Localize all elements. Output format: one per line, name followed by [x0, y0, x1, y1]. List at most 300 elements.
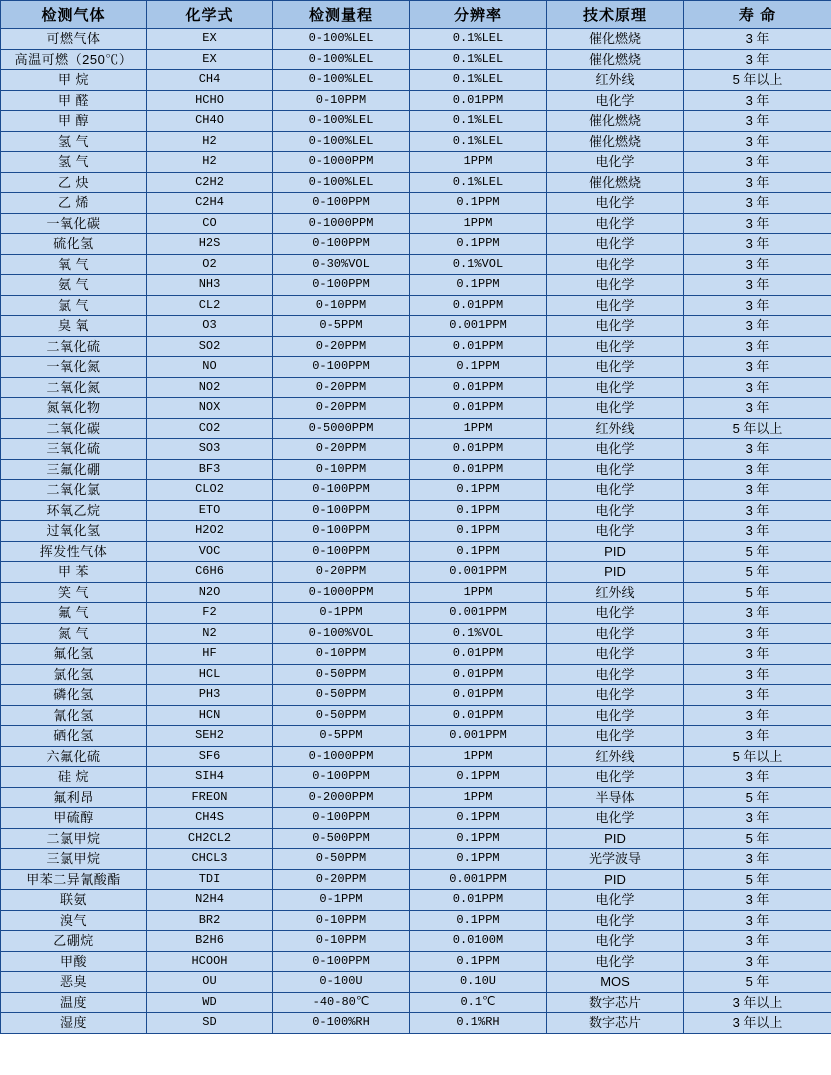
- table-cell: OU: [147, 972, 273, 993]
- table-cell: 5 年: [684, 972, 831, 993]
- table-row: [1, 459, 831, 480]
- table-cell: 电化学: [547, 623, 684, 644]
- table-cell: 0.01PPM: [410, 295, 547, 316]
- table-row: [1, 685, 831, 706]
- table-cell: 0-1PPM: [273, 890, 410, 911]
- table-cell: 0-30%VOL: [273, 254, 410, 275]
- table-row: [1, 644, 831, 665]
- table-row: [1, 377, 831, 398]
- table-cell: 1PPM: [410, 582, 547, 603]
- table-cell: 催化燃烧: [547, 172, 684, 193]
- table-cell: 3 年: [684, 213, 831, 234]
- table-cell: 0-10PPM: [273, 295, 410, 316]
- table-row: [1, 418, 831, 439]
- table-cell: 挥发性气体: [1, 541, 147, 562]
- table-cell: 0-50PPM: [273, 685, 410, 706]
- table-cell: 0-100%LEL: [273, 172, 410, 193]
- table-cell: 电化学: [547, 931, 684, 952]
- table-cell: ETO: [147, 500, 273, 521]
- table-cell: 3 年: [684, 254, 831, 275]
- table-cell: 电化学: [547, 705, 684, 726]
- table-cell: 半导体: [547, 787, 684, 808]
- table-cell: C2H2: [147, 172, 273, 193]
- table-cell: CO: [147, 213, 273, 234]
- table-cell: 5 年: [684, 787, 831, 808]
- table-cell: 0-100U: [273, 972, 410, 993]
- table-cell: 硫化氢: [1, 234, 147, 255]
- table-cell: PID: [547, 541, 684, 562]
- table-cell: H2: [147, 131, 273, 152]
- table-cell: 0.1%LEL: [410, 70, 547, 91]
- table-cell: 0-10PPM: [273, 931, 410, 952]
- table-cell: 0.1%LEL: [410, 172, 547, 193]
- table-cell: 0-100PPM: [273, 500, 410, 521]
- table-cell: 0-1000PPM: [273, 213, 410, 234]
- table-row: [1, 541, 831, 562]
- table-cell: 0-100PPM: [273, 275, 410, 296]
- table-cell: 氟化氢: [1, 644, 147, 665]
- table-cell: 0-10PPM: [273, 459, 410, 480]
- table-cell: 0-100PPM: [273, 951, 410, 972]
- table-cell: 氯化氢: [1, 664, 147, 685]
- table-cell: 电化学: [547, 152, 684, 173]
- table-cell: 环氧乙烷: [1, 500, 147, 521]
- table-cell: BR2: [147, 910, 273, 931]
- table-cell: 0-2000PPM: [273, 787, 410, 808]
- table-cell: EX: [147, 49, 273, 70]
- table-cell: 0-100%VOL: [273, 623, 410, 644]
- table-cell: 氟利昂: [1, 787, 147, 808]
- table-cell: CHCL3: [147, 849, 273, 870]
- table-cell: 0-50PPM: [273, 705, 410, 726]
- table-cell: 3 年: [684, 808, 831, 829]
- table-cell: 氮氧化物: [1, 398, 147, 419]
- table-cell: 0-100PPM: [273, 541, 410, 562]
- table-cell: 5 年: [684, 541, 831, 562]
- table-row: [1, 131, 831, 152]
- table-cell: HCOOH: [147, 951, 273, 972]
- table-cell: 0-5PPM: [273, 316, 410, 337]
- table-cell: 电化学: [547, 213, 684, 234]
- table-cell: 0.1PPM: [410, 849, 547, 870]
- table-cell: 3 年: [684, 336, 831, 357]
- table-cell: 氢 气: [1, 131, 147, 152]
- table-cell: 0.1PPM: [410, 357, 547, 378]
- table-cell: 0.0100M: [410, 931, 547, 952]
- table-cell: SO2: [147, 336, 273, 357]
- table-cell: PID: [547, 562, 684, 583]
- table-row: [1, 746, 831, 767]
- table-cell: 0-20PPM: [273, 398, 410, 419]
- table-row: [1, 582, 831, 603]
- table-cell: 电化学: [547, 644, 684, 665]
- table-row: [1, 70, 831, 91]
- table-cell: NH3: [147, 275, 273, 296]
- table-cell: 电化学: [547, 193, 684, 214]
- table-cell: 三氯甲烷: [1, 849, 147, 870]
- table-cell: 电化学: [547, 275, 684, 296]
- table-cell: 0-50PPM: [273, 849, 410, 870]
- table-cell: MOS: [547, 972, 684, 993]
- table-cell: 0-20PPM: [273, 336, 410, 357]
- table-cell: 0-1000PPM: [273, 582, 410, 603]
- table-row: [1, 172, 831, 193]
- table-cell: 5 年以上: [684, 70, 831, 91]
- table-cell: 氢 气: [1, 152, 147, 173]
- table-row: [1, 90, 831, 111]
- table-cell: 红外线: [547, 746, 684, 767]
- table-cell: -40-80℃: [273, 992, 410, 1013]
- table-row: [1, 562, 831, 583]
- table-cell: 3 年: [684, 377, 831, 398]
- table-cell: 0.01PPM: [410, 459, 547, 480]
- table-cell: 0.1PPM: [410, 951, 547, 972]
- table-cell: HCL: [147, 664, 273, 685]
- table-row: [1, 480, 831, 501]
- table-cell: 氯 气: [1, 295, 147, 316]
- table-cell: 0-100%LEL: [273, 131, 410, 152]
- table-cell: 氧 气: [1, 254, 147, 275]
- table-cell: 0-100PPM: [273, 767, 410, 788]
- table-cell: 催化燃烧: [547, 111, 684, 132]
- table-cell: 过氧化氢: [1, 521, 147, 542]
- table-cell: 三氟化硼: [1, 459, 147, 480]
- table-cell: 0-100PPM: [273, 808, 410, 829]
- table-cell: 3 年: [684, 357, 831, 378]
- table-cell: 3 年: [684, 644, 831, 665]
- table-cell: 0.1%LEL: [410, 29, 547, 50]
- table-cell: 0.1PPM: [410, 500, 547, 521]
- table-cell: PID: [547, 828, 684, 849]
- column-header-gas: 检测气体: [1, 1, 147, 29]
- table-cell: CH2CL2: [147, 828, 273, 849]
- table-cell: 电化学: [547, 295, 684, 316]
- table-cell: 0-500PPM: [273, 828, 410, 849]
- table-row: [1, 726, 831, 747]
- table-cell: 0-5000PPM: [273, 418, 410, 439]
- table-row: [1, 705, 831, 726]
- table-cell: 臭 氧: [1, 316, 147, 337]
- table-cell: 0-1000PPM: [273, 152, 410, 173]
- table-row: [1, 295, 831, 316]
- table-cell: 电化学: [547, 603, 684, 624]
- table-cell: 3 年: [684, 726, 831, 747]
- table-cell: 0-10PPM: [273, 910, 410, 931]
- table-cell: 催化燃烧: [547, 29, 684, 50]
- table-cell: 3 年: [684, 398, 831, 419]
- table-cell: 0-1PPM: [273, 603, 410, 624]
- table-cell: 磷化氢: [1, 685, 147, 706]
- table-cell: 3 年: [684, 664, 831, 685]
- table-cell: 红外线: [547, 582, 684, 603]
- table-cell: 3 年: [684, 172, 831, 193]
- table-cell: CL2: [147, 295, 273, 316]
- table-cell: 笑 气: [1, 582, 147, 603]
- table-cell: 电化学: [547, 234, 684, 255]
- table-cell: 0-100PPM: [273, 480, 410, 501]
- table-cell: N2O: [147, 582, 273, 603]
- table-cell: 一氧化氮: [1, 357, 147, 378]
- table-cell: 数字芯片: [547, 1013, 684, 1034]
- table-cell: 电化学: [547, 664, 684, 685]
- table-cell: 3 年: [684, 316, 831, 337]
- table-cell: 0-20PPM: [273, 377, 410, 398]
- table-cell: 氮 气: [1, 623, 147, 644]
- table-cell: 3 年: [684, 193, 831, 214]
- table-cell: 3 年: [684, 951, 831, 972]
- table-cell: 5 年: [684, 582, 831, 603]
- table-cell: 电化学: [547, 398, 684, 419]
- table-cell: 1PPM: [410, 746, 547, 767]
- table-cell: 3 年: [684, 603, 831, 624]
- table-cell: 3 年: [684, 29, 831, 50]
- table-cell: 0-20PPM: [273, 562, 410, 583]
- table-cell: CO2: [147, 418, 273, 439]
- table-cell: 氨 气: [1, 275, 147, 296]
- table-cell: 0.1%LEL: [410, 49, 547, 70]
- table-cell: 3 年: [684, 295, 831, 316]
- table-cell: 0.01PPM: [410, 377, 547, 398]
- table-cell: 联氨: [1, 890, 147, 911]
- table-cell: 1PPM: [410, 152, 547, 173]
- table-cell: 0-20PPM: [273, 439, 410, 460]
- table-row: [1, 29, 831, 50]
- table-cell: 温度: [1, 992, 147, 1013]
- table-cell: 电化学: [547, 459, 684, 480]
- column-header-resolution: 分辨率: [410, 1, 547, 29]
- table-cell: 电化学: [547, 336, 684, 357]
- table-cell: 电化学: [547, 808, 684, 829]
- table-row: [1, 910, 831, 931]
- table-cell: SD: [147, 1013, 273, 1034]
- table-cell: 甲 醇: [1, 111, 147, 132]
- table-cell: 二氯甲烷: [1, 828, 147, 849]
- table-cell: 二氧化氮: [1, 377, 147, 398]
- table-cell: 电化学: [547, 521, 684, 542]
- table-cell: 0-5PPM: [273, 726, 410, 747]
- table-header: [1, 1, 831, 29]
- table-cell: 二氧化硫: [1, 336, 147, 357]
- table-cell: 3 年: [684, 234, 831, 255]
- table-cell: SIH4: [147, 767, 273, 788]
- table-cell: CH4S: [147, 808, 273, 829]
- table-cell: 电化学: [547, 890, 684, 911]
- table-cell: 3 年以上: [684, 992, 831, 1013]
- table-cell: 5 年: [684, 869, 831, 890]
- table-cell: 0.01PPM: [410, 439, 547, 460]
- table-cell: 恶臭: [1, 972, 147, 993]
- table-cell: 0.1PPM: [410, 193, 547, 214]
- table-cell: H2S: [147, 234, 273, 255]
- table-cell: 0-100PPM: [273, 521, 410, 542]
- table-cell: 三氧化硫: [1, 439, 147, 460]
- table-cell: 0.1PPM: [410, 767, 547, 788]
- table-cell: CLO2: [147, 480, 273, 501]
- table-cell: 0-50PPM: [273, 664, 410, 685]
- table-cell: CH4: [147, 70, 273, 91]
- table-cell: 一氧化碳: [1, 213, 147, 234]
- table-cell: 0.1PPM: [410, 808, 547, 829]
- table-cell: 电化学: [547, 254, 684, 275]
- table-cell: 红外线: [547, 418, 684, 439]
- table-row: [1, 767, 831, 788]
- table-cell: 0.01PPM: [410, 705, 547, 726]
- table-cell: 0.1PPM: [410, 275, 547, 296]
- table-cell: EX: [147, 29, 273, 50]
- table-cell: 0.01PPM: [410, 90, 547, 111]
- table-cell: BF3: [147, 459, 273, 480]
- table-cell: 0-100%LEL: [273, 70, 410, 91]
- table-row: [1, 193, 831, 214]
- table-row: [1, 234, 831, 255]
- column-header-lifetime: 寿 命: [684, 1, 831, 29]
- table-cell: 0.01PPM: [410, 398, 547, 419]
- table-cell: 0.1PPM: [410, 828, 547, 849]
- table-cell: 乙硼烷: [1, 931, 147, 952]
- table-cell: H2O2: [147, 521, 273, 542]
- table-row: [1, 664, 831, 685]
- table-cell: 3 年: [684, 152, 831, 173]
- table-cell: PID: [547, 869, 684, 890]
- table-cell: 3 年: [684, 849, 831, 870]
- table-cell: 3 年: [684, 521, 831, 542]
- table-cell: 5 年以上: [684, 418, 831, 439]
- table-cell: 3 年: [684, 910, 831, 931]
- table-cell: 甲 苯: [1, 562, 147, 583]
- table-cell: 0-100%LEL: [273, 49, 410, 70]
- table-cell: 3 年: [684, 623, 831, 644]
- table-cell: SO3: [147, 439, 273, 460]
- table-body: [1, 29, 831, 1034]
- table-cell: 电化学: [547, 90, 684, 111]
- table-cell: 红外线: [547, 70, 684, 91]
- table-cell: 0.10U: [410, 972, 547, 993]
- table-cell: 0.1%LEL: [410, 131, 547, 152]
- table-cell: 溴气: [1, 910, 147, 931]
- table-row: [1, 931, 831, 952]
- table-cell: 0.1PPM: [410, 234, 547, 255]
- table-cell: 1PPM: [410, 213, 547, 234]
- table-cell: 电化学: [547, 726, 684, 747]
- table-cell: 0-100PPM: [273, 193, 410, 214]
- table-row: [1, 972, 831, 993]
- table-cell: 数字芯片: [547, 992, 684, 1013]
- table-row: [1, 254, 831, 275]
- table-cell: 3 年: [684, 459, 831, 480]
- table-cell: 3 年: [684, 90, 831, 111]
- table-cell: 二氧化碳: [1, 418, 147, 439]
- table-cell: 电化学: [547, 500, 684, 521]
- table-header-row: [1, 1, 831, 29]
- table-cell: 3 年: [684, 890, 831, 911]
- table-row: [1, 357, 831, 378]
- table-row: [1, 869, 831, 890]
- table-cell: 乙 烯: [1, 193, 147, 214]
- table-cell: 电化学: [547, 377, 684, 398]
- table-cell: 1PPM: [410, 787, 547, 808]
- table-cell: O3: [147, 316, 273, 337]
- table-cell: 3 年: [684, 49, 831, 70]
- table-cell: 可燃气体: [1, 29, 147, 50]
- table-cell: NOX: [147, 398, 273, 419]
- table-cell: 5 年: [684, 562, 831, 583]
- table-cell: VOC: [147, 541, 273, 562]
- table-row: [1, 49, 831, 70]
- table-cell: 0.1%LEL: [410, 111, 547, 132]
- table-cell: 0.01PPM: [410, 664, 547, 685]
- table-cell: 电化学: [547, 439, 684, 460]
- table-row: [1, 1013, 831, 1034]
- table-cell: 湿度: [1, 1013, 147, 1034]
- table-row: [1, 111, 831, 132]
- table-cell: 5 年以上: [684, 746, 831, 767]
- table-cell: 高温可燃（250℃）: [1, 49, 147, 70]
- table-cell: 0-100PPM: [273, 357, 410, 378]
- table-cell: 0-100%LEL: [273, 111, 410, 132]
- table-cell: 0.01PPM: [410, 890, 547, 911]
- table-cell: TDI: [147, 869, 273, 890]
- table-cell: 六氟化硫: [1, 746, 147, 767]
- table-cell: 0.001PPM: [410, 603, 547, 624]
- table-cell: 0-100%RH: [273, 1013, 410, 1034]
- table-cell: 0-1000PPM: [273, 746, 410, 767]
- table-cell: 3 年以上: [684, 1013, 831, 1034]
- table-cell: 电化学: [547, 480, 684, 501]
- table-cell: 催化燃烧: [547, 49, 684, 70]
- table-cell: 0-10PPM: [273, 644, 410, 665]
- table-row: [1, 398, 831, 419]
- table-cell: WD: [147, 992, 273, 1013]
- table-cell: 0.1%VOL: [410, 254, 547, 275]
- table-cell: 3 年: [684, 767, 831, 788]
- table-row: [1, 500, 831, 521]
- table-cell: 甲硫醇: [1, 808, 147, 829]
- table-cell: 0.001PPM: [410, 316, 547, 337]
- table-cell: 5 年: [684, 828, 831, 849]
- table-cell: 0.1℃: [410, 992, 547, 1013]
- table-cell: B2H6: [147, 931, 273, 952]
- table-cell: FREON: [147, 787, 273, 808]
- table-cell: 3 年: [684, 500, 831, 521]
- table-cell: 0.01PPM: [410, 685, 547, 706]
- table-cell: 0.01PPM: [410, 644, 547, 665]
- table-cell: 甲酸: [1, 951, 147, 972]
- table-cell: C2H4: [147, 193, 273, 214]
- table-cell: 二氧化氯: [1, 480, 147, 501]
- table-cell: NO2: [147, 377, 273, 398]
- table-cell: SEH2: [147, 726, 273, 747]
- table-cell: 0.1%VOL: [410, 623, 547, 644]
- table-cell: 0-100%LEL: [273, 29, 410, 50]
- table-cell: 甲 醛: [1, 90, 147, 111]
- table-cell: 甲 烷: [1, 70, 147, 91]
- column-header-principle: 技术原理: [547, 1, 684, 29]
- table-cell: 催化燃烧: [547, 131, 684, 152]
- table-cell: 乙 炔: [1, 172, 147, 193]
- table-row: [1, 828, 831, 849]
- table-cell: 电化学: [547, 951, 684, 972]
- table-cell: PH3: [147, 685, 273, 706]
- table-cell: 电化学: [547, 685, 684, 706]
- table-cell: 硅 烷: [1, 767, 147, 788]
- table-cell: 3 年: [684, 705, 831, 726]
- table-cell: 3 年: [684, 685, 831, 706]
- table-row: [1, 275, 831, 296]
- table-row: [1, 808, 831, 829]
- table-cell: 0-20PPM: [273, 869, 410, 890]
- table-row: [1, 890, 831, 911]
- table-cell: 甲苯二异氰酸酯: [1, 869, 147, 890]
